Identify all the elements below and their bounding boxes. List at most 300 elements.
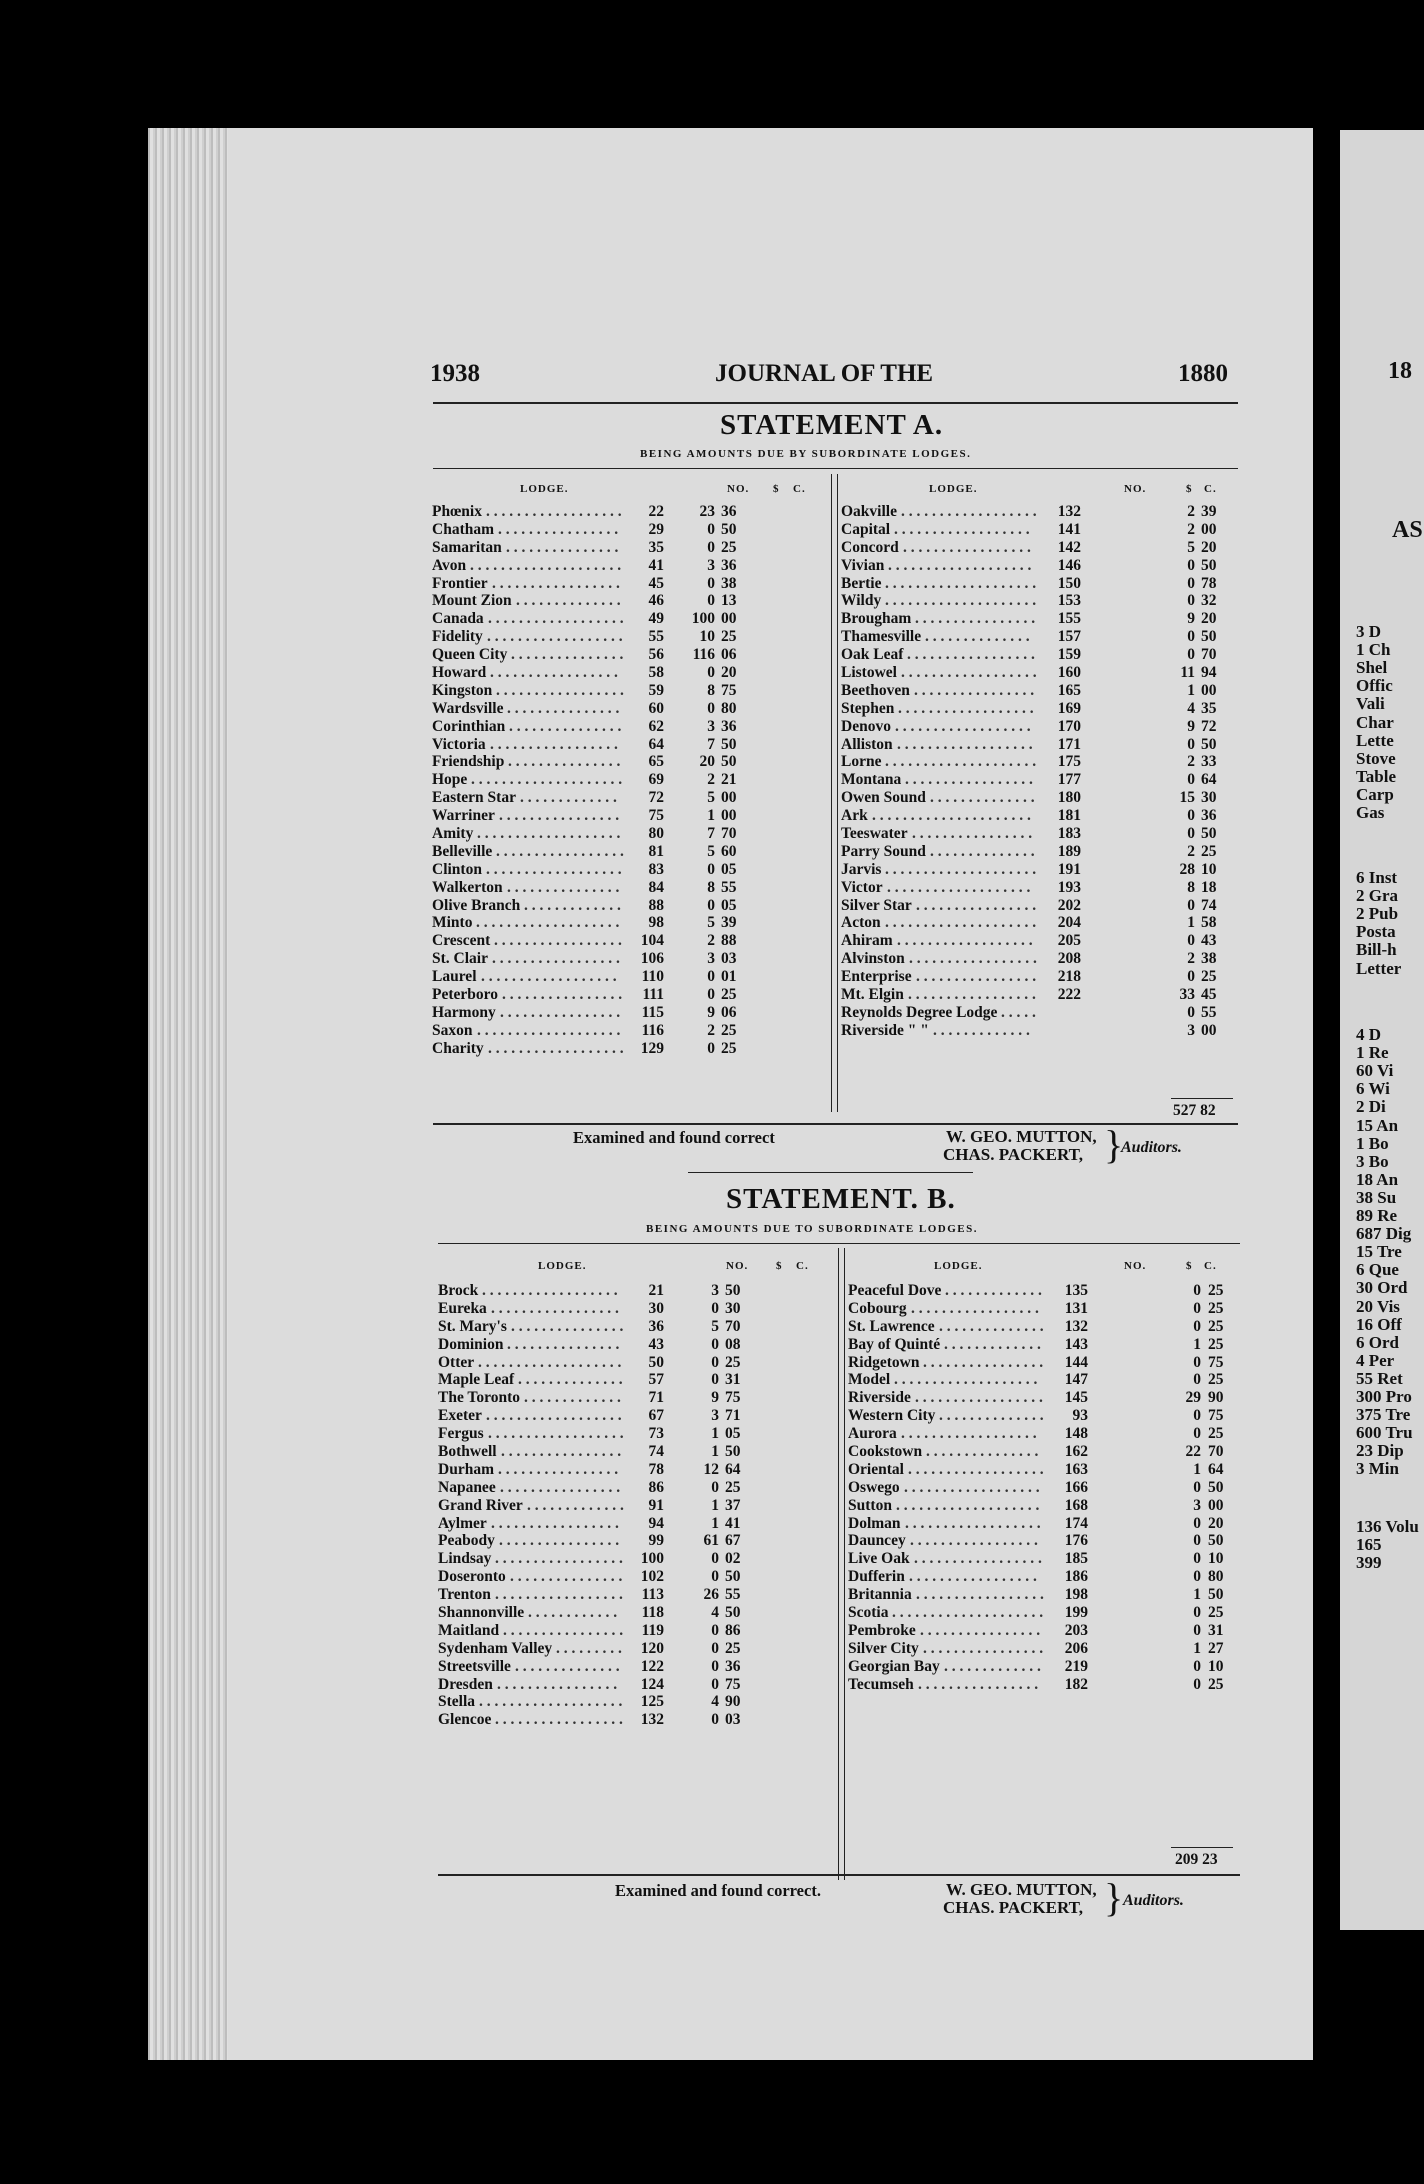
lodge-number: 162 <box>1064 1443 1088 1461</box>
lodge-name: Model <box>848 1371 891 1389</box>
amount-dollars: 4 <box>711 1693 719 1711</box>
amount-dollars: 12 <box>703 1460 719 1478</box>
amount-cents: 39 <box>1201 503 1217 520</box>
amount-dollars: 0 <box>1193 1657 1201 1675</box>
lodge-row <box>438 1568 833 1586</box>
leader-dots: . . . . . . . . . . . . . . . . . . . . <box>885 592 1037 610</box>
leader-dots: . . . . . . . . . . . . . . <box>939 1407 1044 1425</box>
amount-cents: 75 <box>1208 1353 1224 1371</box>
amount-cents: 37 <box>725 1496 741 1514</box>
lodge-row <box>841 753 1236 771</box>
amount-dollars: 0 <box>1187 646 1195 664</box>
amount-dollars: 0 <box>1187 968 1195 986</box>
amount-cents: 10 <box>1208 1550 1224 1568</box>
amount-cents: 80 <box>1208 1568 1224 1586</box>
leader-dots: . . . . . . . . . . . . . . . . <box>500 1003 621 1021</box>
lodge-name: Olive Branch <box>432 896 521 914</box>
lodge-number: 111 <box>642 986 664 1004</box>
lodge-number: 75 <box>648 807 664 825</box>
section-separator <box>688 1172 973 1173</box>
lodge-number: 166 <box>1064 1478 1088 1496</box>
lodge-number: 145 <box>1064 1389 1088 1407</box>
amount-dollars: 5 <box>711 1317 719 1335</box>
amount-cents: 20 <box>1201 538 1217 556</box>
leader-dots: . . . . . . . . . . . . . . . . . <box>908 986 1036 1004</box>
lodge-name: Corinthian <box>432 717 506 735</box>
lodge-name: Samaritan <box>432 538 502 556</box>
amount-cents: 31 <box>725 1371 741 1389</box>
lodge-name: Sydenham Valley <box>438 1639 553 1657</box>
lodge-number: 193 <box>1057 878 1081 896</box>
amount-cents: 36 <box>725 1657 741 1675</box>
lodge-row <box>432 1040 827 1058</box>
adjacent-page-line: 2 Gra <box>1356 886 1399 906</box>
lodge-number: 36 <box>648 1317 664 1335</box>
lodge-name: Bay of Quinté <box>848 1335 941 1353</box>
leader-dots: . . . . . . . . . . . . . . . <box>926 1443 1039 1461</box>
amount-cents: 25 <box>1208 1675 1224 1693</box>
adjacent-page-line: 4 D <box>1356 1025 1382 1044</box>
lodge-name: Wildy <box>841 592 882 610</box>
lodge-name: Victoria <box>432 735 486 753</box>
lodge-number: 170 <box>1057 717 1081 735</box>
adjacent-page-line: 16 Off <box>1356 1314 1402 1334</box>
statement-b-top-rule <box>438 1243 1240 1244</box>
leader-dots: . . . . . . . . . . . . . . . . . . . <box>477 825 621 843</box>
leader-dots: . . . . . . . . . . . . . . . . . . <box>898 699 1034 717</box>
adjacent-page-line: Vali <box>1356 694 1385 714</box>
lodge-row <box>841 575 1236 593</box>
leader-dots: . . . . . . . . . . . . . . . . . . <box>901 503 1037 520</box>
journal-title: JOURNAL OF THE <box>715 360 934 387</box>
lodge-name: Riverside " " <box>841 1021 929 1039</box>
amount-cents: 86 <box>725 1621 741 1639</box>
lodge-number: 132 <box>1064 1317 1088 1335</box>
leader-dots: . . . . . . . . . <box>556 1639 622 1657</box>
adjacent-page-line: 3 Min <box>1356 1459 1399 1479</box>
amount-cents: 38 <box>721 574 737 592</box>
lodge-row <box>432 861 827 879</box>
lodge-number: 29 <box>648 520 664 538</box>
lodge-row <box>438 1497 833 1515</box>
adjacent-page-line: 136 Volu <box>1356 1517 1419 1536</box>
statement-b-col-lodge-right: LODGE. <box>934 1260 983 1272</box>
amount-dollars: 1 <box>1187 914 1195 932</box>
adjacent-page-line: 3 D <box>1356 622 1382 641</box>
leader-dots: . . . . . . . . . . . . . . . . . . <box>488 1039 624 1057</box>
leader-dots: . . . . . . . . . . . . . . . . . <box>496 681 624 699</box>
amount-dollars: 1 <box>707 807 715 825</box>
leader-dots: . . . . . . . . . . . . . . . . . <box>910 1532 1038 1550</box>
lodge-row <box>848 1479 1243 1497</box>
lodge-number: 165 <box>1057 681 1081 699</box>
lodge-number: 83 <box>648 860 664 878</box>
leader-dots: . . . . . . . . . . . . . . . . . . . <box>479 1693 623 1711</box>
adjacent-page-line: 1 Ch <box>1356 640 1391 660</box>
lodge-row <box>848 1371 1243 1389</box>
adjacent-page-line: 55 Ret <box>1356 1368 1403 1388</box>
amount-cents: 13 <box>721 592 737 610</box>
lodge-row <box>438 1479 833 1497</box>
leader-dots: . . . . . . . . . . . . . . . . . . <box>904 1478 1040 1496</box>
amount-cents: 36 <box>721 717 737 735</box>
amount-dollars: 0 <box>711 1299 719 1317</box>
amount-cents: 38 <box>1201 950 1217 968</box>
amount-dollars: 20 <box>699 753 715 771</box>
lodge-number: 142 <box>1057 538 1081 556</box>
lodge-number: 86 <box>648 1478 664 1496</box>
amount-cents: 27 <box>1208 1639 1224 1657</box>
amount-dollars: 0 <box>711 1371 719 1389</box>
amount-cents: 08 <box>725 1335 741 1353</box>
lodge-name: St. Mary's <box>438 1317 507 1335</box>
lodge-number: 115 <box>641 1003 664 1021</box>
leader-dots: . . . . . . . . . . . . . . . . . . <box>901 664 1037 682</box>
amount-dollars: 2 <box>707 932 715 950</box>
lodge-name: Vivian <box>841 556 885 574</box>
lodge-row <box>841 628 1236 646</box>
amount-dollars: 0 <box>707 538 715 556</box>
leader-dots: . . . . . . . . . . . . . . . . . . <box>486 1407 622 1425</box>
lodge-number: 180 <box>1057 789 1081 807</box>
lodge-name: Hope <box>432 771 468 789</box>
amount-cents: 50 <box>721 735 737 753</box>
lodge-row <box>432 807 827 825</box>
amount-dollars: 3 <box>1187 1021 1195 1039</box>
amount-cents: 64 <box>1201 771 1217 789</box>
lodge-number: 203 <box>1064 1621 1088 1639</box>
lodge-number: 94 <box>648 1514 664 1532</box>
lodge-row <box>438 1371 833 1389</box>
lodge-name: Exeter <box>438 1407 482 1425</box>
leader-dots: . . . . . . . . . . . . . . . . . <box>491 1299 619 1317</box>
leader-dots: . . . . . . . . . . . . . . . . . . <box>488 1425 624 1443</box>
lodge-number: 129 <box>640 1039 664 1057</box>
amount-cents: 30 <box>1201 789 1217 807</box>
amount-dollars: 3 <box>707 556 715 574</box>
adjacent-page-line: 399 <box>1356 1553 1382 1573</box>
leader-dots: . . . . . . . . . . . . . <box>524 896 621 914</box>
leader-dots: . . . . . . . . . . . . . <box>524 1389 621 1407</box>
leader-dots: . . . . . . . . . . . . . . . . . . <box>486 860 622 878</box>
amount-cents: 43 <box>1201 932 1217 950</box>
adjacent-page-line: 6 Que <box>1356 1260 1399 1280</box>
lodge-name: Tecumseh <box>848 1675 914 1693</box>
lodge-name: Reynolds Degree Lodge <box>841 1003 998 1021</box>
lodge-number: 59 <box>648 681 664 699</box>
leader-dots: . . . . . . . . . . . . . . . . . <box>492 574 620 592</box>
amount-dollars: 2 <box>1187 950 1195 968</box>
leader-dots: . . . . . . . . . . . . . . . . . <box>491 1514 619 1532</box>
lodge-row <box>432 592 827 610</box>
lodge-row <box>848 1622 1243 1640</box>
adjacent-page-line: 300 Pro <box>1356 1387 1412 1406</box>
amount-dollars: 8 <box>707 681 715 699</box>
amount-cents: 75 <box>725 1675 741 1693</box>
statement-a-left-list <box>432 503 827 1058</box>
amount-dollars: 0 <box>707 699 715 717</box>
statement-b-right-list <box>848 1282 1243 1693</box>
lodge-name: Aylmer <box>438 1514 487 1532</box>
lodge-name: Beethoven <box>841 681 910 699</box>
lodge-row <box>432 610 827 628</box>
amount-cents: 25 <box>1208 1317 1224 1335</box>
lodge-name: Listowel <box>841 664 897 682</box>
lodge-name: Shannonville <box>438 1604 525 1622</box>
lodge-number: 106 <box>640 950 664 968</box>
leader-dots: . . . . . . . . . . . . . <box>527 1496 624 1514</box>
amount-dollars: 0 <box>1187 825 1195 843</box>
leader-dots: . . . . . . . . . . . . . . . . . <box>911 1299 1039 1317</box>
amount-cents: 31 <box>1208 1621 1224 1639</box>
leader-dots: . . . . . . . . . . . . . . . . <box>501 1443 622 1461</box>
lodge-name: Concord <box>841 538 899 556</box>
amount-dollars: 1 <box>1193 1460 1201 1478</box>
lodge-row <box>841 861 1236 879</box>
lodge-number: 181 <box>1057 807 1081 825</box>
lodge-number: 74 <box>648 1443 664 1461</box>
amount-dollars: 9 <box>1187 717 1195 735</box>
amount-cents: 50 <box>1208 1478 1224 1496</box>
adjacent-page-line: Char <box>1356 712 1394 732</box>
leader-dots: . . . . . . . . . . . . . <box>520 789 617 807</box>
lodge-name: Ark <box>841 807 868 825</box>
amount-cents: 00 <box>721 610 737 628</box>
lodge-number: 147 <box>1064 1371 1088 1389</box>
amount-dollars: 0 <box>1193 1550 1201 1568</box>
amount-cents: 25 <box>725 1353 741 1371</box>
lodge-name: Brock <box>438 1282 479 1299</box>
lodge-number: 50 <box>648 1353 664 1371</box>
lodge-name: Acton <box>841 914 881 932</box>
lodge-name: Riverside <box>848 1389 911 1407</box>
amount-cents: 05 <box>721 896 737 914</box>
page-edge-stack <box>148 128 228 2060</box>
amount-dollars: 4 <box>1187 699 1195 717</box>
leader-dots: . . . . . . . . . . . . . . . . . . . <box>896 1496 1040 1514</box>
adjacent-page-line: 23 Dip <box>1356 1441 1404 1461</box>
lodge-row <box>438 1461 833 1479</box>
lodge-number: 64 <box>648 735 664 753</box>
leader-dots: . . . . . . . . . . . . . . . . . <box>494 932 622 950</box>
lodge-row <box>841 914 1236 932</box>
leader-dots: . . . . . . . . . . . . . . . <box>507 1335 620 1353</box>
lodge-row <box>432 789 827 807</box>
leader-dots: . . . . . . . . . . . . . . . . <box>497 1675 618 1693</box>
lodge-name: Capital <box>841 520 891 538</box>
lodge-number: 98 <box>648 914 664 932</box>
adjacent-page-line: Shel <box>1356 658 1388 678</box>
lodge-name: Grand River <box>438 1496 523 1514</box>
lodge-name: Oswego <box>848 1478 900 1496</box>
lodge-row <box>841 718 1236 736</box>
leader-dots: . . . . . . . . . . . . . . . . . <box>914 1550 1042 1568</box>
lodge-row <box>848 1604 1243 1622</box>
amount-cents: 00 <box>1201 520 1217 538</box>
lodge-number: 99 <box>648 1532 664 1550</box>
leader-dots: . . . . . . . . . . . . . <box>945 1282 1042 1299</box>
lodge-number: 204 <box>1057 914 1081 932</box>
amount-dollars: 0 <box>1187 932 1195 950</box>
leader-dots: . . . . . . . . . . . . . . . . . <box>492 950 620 968</box>
amount-dollars: 0 <box>1187 1003 1195 1021</box>
lodge-name: Oak Leaf <box>841 646 904 664</box>
lodge-row <box>848 1354 1243 1372</box>
leader-dots: . . . . . . . . . . . . . . . . . <box>903 538 1031 556</box>
lodge-number: 93 <box>1072 1407 1088 1425</box>
adjacent-page-line: 2 Pub <box>1356 904 1399 924</box>
lodge-row <box>841 897 1236 915</box>
lodge-row <box>841 1004 1236 1022</box>
year: 1880 <box>1178 360 1228 387</box>
amount-dollars: 33 <box>1179 986 1195 1004</box>
lodge-row <box>841 1022 1236 1040</box>
statement-b-divider <box>838 1248 845 1880</box>
amount-cents: 03 <box>721 950 737 968</box>
amount-dollars: 0 <box>1193 1532 1201 1550</box>
leader-dots: . . . . . . . . . . . . . . . . . . <box>897 932 1033 950</box>
amount-dollars: 100 <box>691 610 715 628</box>
adjacent-page-line: 15 Tre <box>1356 1242 1402 1262</box>
leader-dots: . . . . . . . . . . . . . . . . . <box>495 1586 623 1604</box>
lodge-number: 131 <box>1064 1299 1088 1317</box>
statement-a-top-rule <box>433 468 1238 469</box>
lodge-row <box>848 1407 1243 1425</box>
amount-cents: 50 <box>725 1443 741 1461</box>
amount-cents: 35 <box>1201 699 1217 717</box>
lodge-number: 73 <box>648 1425 664 1443</box>
lodge-name: Doseronto <box>438 1568 506 1586</box>
statement-a-brace: } <box>1104 1122 1124 1167</box>
amount-cents: 67 <box>725 1532 741 1550</box>
amount-dollars: 2 <box>1187 842 1195 860</box>
lodge-name: St. Clair <box>432 950 488 968</box>
statement-b-col-dollar-right: $ <box>1186 1260 1193 1272</box>
lodge-name: Trenton <box>438 1586 491 1604</box>
adjacent-page-line: 687 Dig <box>1356 1224 1412 1244</box>
lodge-row <box>432 557 827 575</box>
leader-dots: . . . . . <box>1001 1003 1036 1021</box>
leader-dots: . . . . . . . . . . . . . . . <box>511 1317 624 1335</box>
amount-dollars: 0 <box>1187 592 1195 610</box>
lodge-name: Brougham <box>841 610 912 628</box>
adjacent-page-line: Table <box>1356 766 1397 786</box>
amount-dollars: 1 <box>711 1514 719 1532</box>
lodge-number: 104 <box>640 932 664 950</box>
amount-cents: 00 <box>1208 1496 1224 1514</box>
leader-dots: . . . . . . . . . . . . . . . . . . <box>901 1425 1037 1443</box>
amount-dollars: 2 <box>707 1021 715 1039</box>
amount-cents: 20 <box>1201 610 1217 628</box>
leader-dots: . . . . . . . . . . . . . . . . . . <box>895 717 1031 735</box>
lodge-row <box>438 1515 833 1533</box>
statement-a-subtitle: BEING AMOUNTS DUE BY SUBORDINATE LODGES. <box>640 448 972 460</box>
adjacent-page-line: 1 Bo <box>1356 1133 1389 1153</box>
amount-cents: 25 <box>1208 1299 1224 1317</box>
lodge-name: Alvinston <box>841 950 905 968</box>
lodge-name: Avon <box>432 556 467 574</box>
lodge-row <box>841 771 1236 789</box>
lodge-name: Aurora <box>848 1425 897 1443</box>
lodge-number: 60 <box>648 699 664 717</box>
lodge-name: Warriner <box>432 807 495 825</box>
lodge-number: 171 <box>1057 735 1081 753</box>
amount-cents: 00 <box>1201 681 1217 699</box>
lodge-number: 218 <box>1057 968 1081 986</box>
amount-cents: 60 <box>721 842 737 860</box>
lodge-number: 119 <box>641 1621 664 1639</box>
amount-cents: 21 <box>721 771 737 789</box>
leader-dots: . . . . . . . . . . . . . <box>933 1021 1030 1039</box>
lodge-row <box>841 879 1236 897</box>
lodge-row <box>438 1318 833 1336</box>
lodge-name: Frontier <box>432 574 488 592</box>
amount-cents: 25 <box>725 1478 741 1496</box>
lodge-name: Peabody <box>438 1532 495 1550</box>
amount-dollars: 0 <box>1187 556 1195 574</box>
lodge-row <box>438 1336 833 1354</box>
lodge-number: 143 <box>1064 1335 1088 1353</box>
amount-cents: 55 <box>721 878 737 896</box>
lodge-row <box>841 968 1236 986</box>
lodge-name: Streetsville <box>438 1657 511 1675</box>
lodge-row <box>841 950 1236 968</box>
leader-dots: . . . . . . . . . . . . . . . . <box>502 986 623 1004</box>
lodge-name: Dominion <box>438 1335 504 1353</box>
statement-b-col-lodge-left: LODGE. <box>538 1260 587 1272</box>
amount-dollars: 5 <box>707 842 715 860</box>
statement-a-col-cents-right: C. <box>1204 483 1217 495</box>
amount-dollars: 3 <box>707 717 715 735</box>
leader-dots: . . . . . . . . . . . . . . . . <box>923 1353 1044 1371</box>
adjacent-page-line: 2 Di <box>1356 1097 1386 1117</box>
lodge-number: 205 <box>1057 932 1081 950</box>
lodge-row <box>432 753 827 771</box>
lodge-name: Dufferin <box>848 1568 905 1586</box>
amount-cents: 70 <box>1201 646 1217 664</box>
lodge-row <box>848 1497 1243 1515</box>
amount-dollars: 0 <box>1193 1514 1201 1532</box>
leader-dots: . . . . . . . . . . . . . . . . <box>918 1675 1039 1693</box>
amount-cents: 50 <box>1201 735 1217 753</box>
lodge-number: 199 <box>1064 1604 1088 1622</box>
lodge-row <box>438 1676 833 1694</box>
statement-a-col-dollar-right: $ <box>1186 483 1193 495</box>
amount-cents: 50 <box>721 753 737 771</box>
leader-dots: . . . . . . . . . . . . . . <box>515 1657 620 1675</box>
lodge-row <box>438 1693 833 1711</box>
amount-cents: 45 <box>1201 986 1217 1004</box>
lodge-row <box>438 1550 833 1568</box>
amount-dollars: 0 <box>707 574 715 592</box>
amount-cents: 25 <box>1208 1335 1224 1353</box>
adjacent-page-line: Letter <box>1356 958 1402 978</box>
lodge-name: Friendship <box>432 753 505 771</box>
lodge-name: Eastern Star <box>432 789 516 807</box>
amount-dollars: 0 <box>1193 1425 1201 1443</box>
leader-dots: . . . . . . . . . . . . . . . . <box>916 896 1037 914</box>
amount-dollars: 23 <box>699 503 715 520</box>
lodge-number: 177 <box>1057 771 1081 789</box>
amount-dollars: 2 <box>1187 503 1195 520</box>
adjacent-page-header: 18 <box>1388 358 1412 384</box>
amount-dollars: 9 <box>1187 610 1195 628</box>
lodge-name: Amity <box>432 825 474 843</box>
lodge-number: 157 <box>1057 628 1081 646</box>
lodge-name: Silver City <box>848 1639 919 1657</box>
leader-dots: . . . . . . . . . . . . . . . . . . . . <box>885 860 1037 878</box>
lodge-name: Harmony <box>432 1003 496 1021</box>
